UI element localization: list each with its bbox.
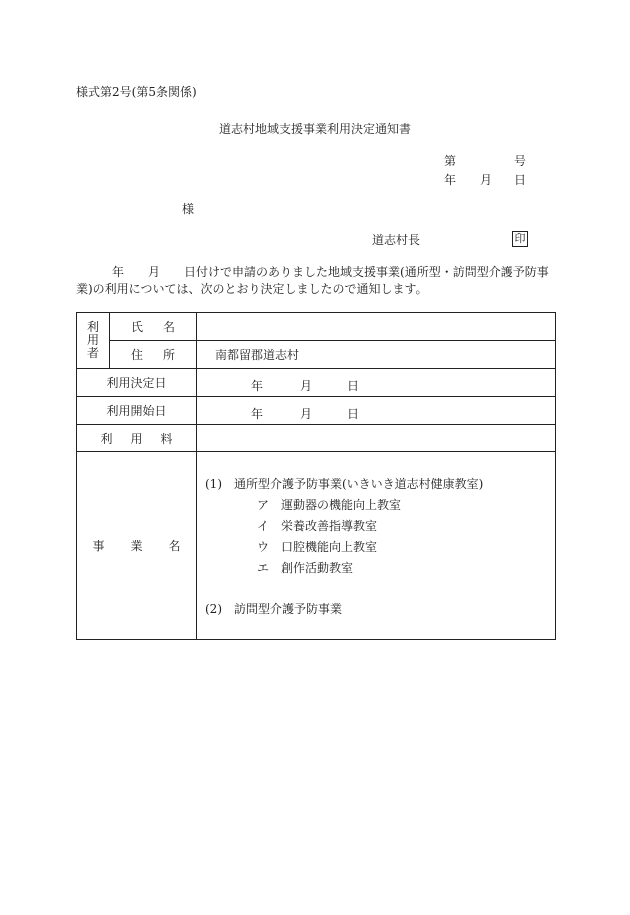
- name-label: 氏 名: [110, 313, 197, 341]
- document-title: 道志村地域支援事業利用決定通知書: [218, 122, 411, 136]
- date-year: 年: [444, 173, 457, 187]
- date-month: 月: [480, 173, 493, 187]
- date-day: 日: [514, 173, 527, 187]
- form-number: 様式第2号(第5条関係): [76, 85, 197, 99]
- business-list: [197, 452, 556, 640]
- business-label: 事 業 名: [77, 452, 197, 640]
- user-group-label: 利 用 者: [77, 313, 110, 369]
- business-sub-e: エ 創作活動教室: [257, 561, 354, 575]
- usage-table: [76, 312, 556, 640]
- fee-value[interactable]: [197, 425, 556, 452]
- business-sub-i: イ 栄養改善指導教室: [257, 519, 378, 533]
- recipient-suffix: 様: [182, 202, 195, 216]
- business-item-1: (1) 通所型介護予防事業(いきいき道志村健康教室): [205, 477, 484, 491]
- start-date-value[interactable]: 年 月 日: [197, 397, 556, 425]
- address-value[interactable]: 南都留郡道志村: [197, 341, 556, 369]
- number-go: 号: [514, 154, 527, 168]
- fee-label: 利 用 料: [77, 425, 197, 452]
- business-sub-a: ア 運動器の機能向上教室: [257, 498, 402, 512]
- body-year: 年: [112, 265, 125, 279]
- body-paragraph: [76, 264, 558, 298]
- seal-box: 印: [512, 231, 528, 247]
- body-month: 月: [148, 265, 161, 279]
- business-item-2: (2) 訪問型介護予防事業: [205, 602, 342, 616]
- decision-date-label: 利用決定日: [77, 369, 197, 397]
- sender: 道志村長: [372, 233, 421, 247]
- address-label: 住 所: [110, 341, 197, 369]
- decision-date-value[interactable]: 年 月 日: [197, 369, 556, 397]
- number-dai: 第: [444, 154, 457, 168]
- start-date-label: 利用開始日: [77, 397, 197, 425]
- body-text: 日付けで申請のありました地域支援事業(通所型・訪問型介護予防事業)の利用については、次のとおり決定しましたので通知します。: [76, 265, 549, 296]
- business-sub-u: ウ 口腔機能向上教室: [257, 540, 378, 554]
- name-value[interactable]: [197, 313, 556, 341]
